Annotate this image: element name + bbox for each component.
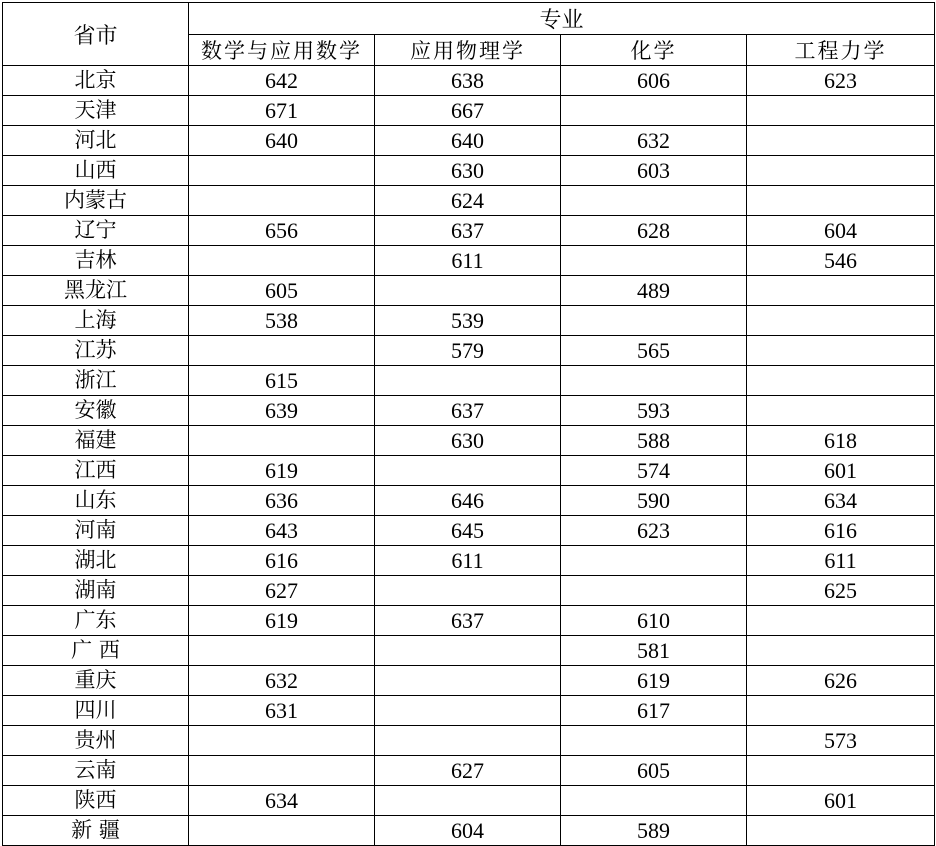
score-chemistry-cell bbox=[561, 366, 747, 396]
table-row bbox=[3, 696, 935, 726]
table-row bbox=[3, 186, 935, 216]
score-applied-physics-cell bbox=[375, 666, 561, 696]
score-math-cell bbox=[189, 246, 375, 276]
score-applied-physics-cell bbox=[375, 456, 561, 486]
score-chemistry-cell: 619 bbox=[561, 666, 747, 696]
province-cell: 内蒙古 bbox=[3, 186, 189, 216]
score-engineering-mechanics-cell: 573 bbox=[747, 726, 935, 756]
province-cell: 广 西 bbox=[3, 636, 189, 666]
table-row bbox=[3, 576, 935, 606]
score-engineering-mechanics-cell bbox=[747, 276, 935, 306]
score-chemistry-cell bbox=[561, 576, 747, 606]
score-applied-physics-cell bbox=[375, 276, 561, 306]
score-engineering-mechanics-cell bbox=[747, 96, 935, 126]
province-cell: 湖南 bbox=[3, 576, 189, 606]
score-chemistry-cell bbox=[561, 546, 747, 576]
score-applied-physics-cell: 604 bbox=[375, 816, 561, 846]
table-row bbox=[3, 66, 935, 96]
score-applied-physics-cell: 579 bbox=[375, 336, 561, 366]
province-cell: 河北 bbox=[3, 126, 189, 156]
score-applied-physics-cell: 637 bbox=[375, 216, 561, 246]
score-engineering-mechanics-cell: 611 bbox=[747, 546, 935, 576]
table-body bbox=[3, 66, 935, 846]
score-applied-physics-cell bbox=[375, 726, 561, 756]
table-row bbox=[3, 156, 935, 186]
table-row bbox=[3, 366, 935, 396]
score-applied-physics-cell: 645 bbox=[375, 516, 561, 546]
table-row bbox=[3, 126, 935, 156]
score-engineering-mechanics-cell bbox=[747, 816, 935, 846]
table-row bbox=[3, 96, 935, 126]
table-row bbox=[3, 336, 935, 366]
score-math-cell: 671 bbox=[189, 96, 375, 126]
score-applied-physics-cell bbox=[375, 366, 561, 396]
score-math-cell bbox=[189, 156, 375, 186]
score-chemistry-cell: 606 bbox=[561, 66, 747, 96]
score-math-cell: 616 bbox=[189, 546, 375, 576]
province-cell: 山东 bbox=[3, 486, 189, 516]
score-math-cell: 627 bbox=[189, 576, 375, 606]
score-engineering-mechanics-cell bbox=[747, 186, 935, 216]
province-cell: 四川 bbox=[3, 696, 189, 726]
province-column-header: 省市 bbox=[3, 3, 189, 66]
province-cell: 北京 bbox=[3, 66, 189, 96]
score-applied-physics-cell bbox=[375, 636, 561, 666]
header-row-group bbox=[3, 3, 935, 35]
province-cell: 黑龙江 bbox=[3, 276, 189, 306]
score-chemistry-cell: 610 bbox=[561, 606, 747, 636]
score-applied-physics-cell: 539 bbox=[375, 306, 561, 336]
table-row bbox=[3, 546, 935, 576]
score-math-cell: 619 bbox=[189, 456, 375, 486]
score-math-cell: 636 bbox=[189, 486, 375, 516]
score-engineering-mechanics-cell: 601 bbox=[747, 456, 935, 486]
major-header-engineering-mechanics: 工程力学 bbox=[747, 35, 935, 66]
province-cell: 重庆 bbox=[3, 666, 189, 696]
province-cell: 福建 bbox=[3, 426, 189, 456]
score-chemistry-cell: 617 bbox=[561, 696, 747, 726]
score-applied-physics-cell: 646 bbox=[375, 486, 561, 516]
score-math-cell bbox=[189, 726, 375, 756]
score-engineering-mechanics-cell: 601 bbox=[747, 786, 935, 816]
province-cell: 贵州 bbox=[3, 726, 189, 756]
score-chemistry-cell: 605 bbox=[561, 756, 747, 786]
score-math-cell bbox=[189, 756, 375, 786]
score-chemistry-cell: 632 bbox=[561, 126, 747, 156]
province-cell: 安徽 bbox=[3, 396, 189, 426]
score-math-cell: 634 bbox=[189, 786, 375, 816]
table-row bbox=[3, 606, 935, 636]
score-applied-physics-cell bbox=[375, 696, 561, 726]
score-math-cell: 619 bbox=[189, 606, 375, 636]
score-math-cell: 538 bbox=[189, 306, 375, 336]
score-engineering-mechanics-cell: 618 bbox=[747, 426, 935, 456]
score-applied-physics-cell: 611 bbox=[375, 246, 561, 276]
score-chemistry-cell: 574 bbox=[561, 456, 747, 486]
table-row bbox=[3, 486, 935, 516]
score-table bbox=[2, 2, 935, 846]
score-math-cell: 643 bbox=[189, 516, 375, 546]
score-math-cell bbox=[189, 426, 375, 456]
score-engineering-mechanics-cell bbox=[747, 336, 935, 366]
score-applied-physics-cell: 624 bbox=[375, 186, 561, 216]
table-row bbox=[3, 636, 935, 666]
score-applied-physics-cell: 637 bbox=[375, 396, 561, 426]
province-cell: 山西 bbox=[3, 156, 189, 186]
score-math-cell: 631 bbox=[189, 696, 375, 726]
score-engineering-mechanics-cell: 625 bbox=[747, 576, 935, 606]
score-applied-physics-cell bbox=[375, 786, 561, 816]
table-row bbox=[3, 756, 935, 786]
province-cell: 吉林 bbox=[3, 246, 189, 276]
score-math-cell bbox=[189, 336, 375, 366]
score-chemistry-cell bbox=[561, 186, 747, 216]
score-engineering-mechanics-cell bbox=[747, 696, 935, 726]
table-row bbox=[3, 426, 935, 456]
table-row bbox=[3, 246, 935, 276]
score-math-cell: 642 bbox=[189, 66, 375, 96]
score-chemistry-cell: 489 bbox=[561, 276, 747, 306]
score-math-cell bbox=[189, 186, 375, 216]
province-cell: 上海 bbox=[3, 306, 189, 336]
score-math-cell: 639 bbox=[189, 396, 375, 426]
major-group-header: 专业 bbox=[189, 3, 935, 35]
score-math-cell: 656 bbox=[189, 216, 375, 246]
score-chemistry-cell: 581 bbox=[561, 636, 747, 666]
score-engineering-mechanics-cell: 604 bbox=[747, 216, 935, 246]
province-cell: 河南 bbox=[3, 516, 189, 546]
score-engineering-mechanics-cell: 546 bbox=[747, 246, 935, 276]
major-header-math: 数学与应用数学 bbox=[189, 35, 375, 66]
score-chemistry-cell: 565 bbox=[561, 336, 747, 366]
score-chemistry-cell: 590 bbox=[561, 486, 747, 516]
score-engineering-mechanics-cell bbox=[747, 636, 935, 666]
province-cell: 广东 bbox=[3, 606, 189, 636]
score-chemistry-cell bbox=[561, 726, 747, 756]
table-row bbox=[3, 816, 935, 846]
table-row bbox=[3, 516, 935, 546]
score-applied-physics-cell: 630 bbox=[375, 156, 561, 186]
score-engineering-mechanics-cell bbox=[747, 756, 935, 786]
score-engineering-mechanics-cell: 623 bbox=[747, 66, 935, 96]
table-row bbox=[3, 216, 935, 246]
score-chemistry-cell: 628 bbox=[561, 216, 747, 246]
table-row bbox=[3, 306, 935, 336]
score-engineering-mechanics-cell: 626 bbox=[747, 666, 935, 696]
table-row bbox=[3, 666, 935, 696]
score-chemistry-cell: 589 bbox=[561, 816, 747, 846]
score-math-cell: 640 bbox=[189, 126, 375, 156]
score-chemistry-cell bbox=[561, 246, 747, 276]
province-cell: 辽宁 bbox=[3, 216, 189, 246]
score-applied-physics-cell: 638 bbox=[375, 66, 561, 96]
score-math-cell: 632 bbox=[189, 666, 375, 696]
province-cell: 浙江 bbox=[3, 366, 189, 396]
major-header-chemistry: 化学 bbox=[561, 35, 747, 66]
major-header-applied-physics: 应用物理学 bbox=[375, 35, 561, 66]
score-math-cell: 605 bbox=[189, 276, 375, 306]
score-engineering-mechanics-cell bbox=[747, 156, 935, 186]
score-applied-physics-cell: 667 bbox=[375, 96, 561, 126]
table-row bbox=[3, 786, 935, 816]
score-engineering-mechanics-cell bbox=[747, 396, 935, 426]
province-cell: 天津 bbox=[3, 96, 189, 126]
score-chemistry-cell bbox=[561, 96, 747, 126]
table-row bbox=[3, 276, 935, 306]
score-engineering-mechanics-cell bbox=[747, 366, 935, 396]
score-applied-physics-cell bbox=[375, 576, 561, 606]
table-row bbox=[3, 456, 935, 486]
score-math-cell bbox=[189, 816, 375, 846]
score-chemistry-cell bbox=[561, 786, 747, 816]
table-header bbox=[3, 3, 935, 66]
score-applied-physics-cell: 627 bbox=[375, 756, 561, 786]
province-cell: 云南 bbox=[3, 756, 189, 786]
score-applied-physics-cell: 637 bbox=[375, 606, 561, 636]
score-engineering-mechanics-cell bbox=[747, 606, 935, 636]
province-cell: 新 疆 bbox=[3, 816, 189, 846]
score-engineering-mechanics-cell bbox=[747, 306, 935, 336]
score-chemistry-cell: 603 bbox=[561, 156, 747, 186]
province-cell: 陕西 bbox=[3, 786, 189, 816]
province-cell: 江西 bbox=[3, 456, 189, 486]
score-chemistry-cell: 623 bbox=[561, 516, 747, 546]
table-row bbox=[3, 726, 935, 756]
score-engineering-mechanics-cell bbox=[747, 126, 935, 156]
score-chemistry-cell bbox=[561, 306, 747, 336]
score-chemistry-cell: 588 bbox=[561, 426, 747, 456]
score-chemistry-cell: 593 bbox=[561, 396, 747, 426]
score-math-cell: 615 bbox=[189, 366, 375, 396]
table-row bbox=[3, 396, 935, 426]
score-applied-physics-cell: 630 bbox=[375, 426, 561, 456]
score-applied-physics-cell: 611 bbox=[375, 546, 561, 576]
province-cell: 湖北 bbox=[3, 546, 189, 576]
score-applied-physics-cell: 640 bbox=[375, 126, 561, 156]
score-engineering-mechanics-cell: 634 bbox=[747, 486, 935, 516]
score-engineering-mechanics-cell: 616 bbox=[747, 516, 935, 546]
province-cell: 江苏 bbox=[3, 336, 189, 366]
score-math-cell bbox=[189, 636, 375, 666]
